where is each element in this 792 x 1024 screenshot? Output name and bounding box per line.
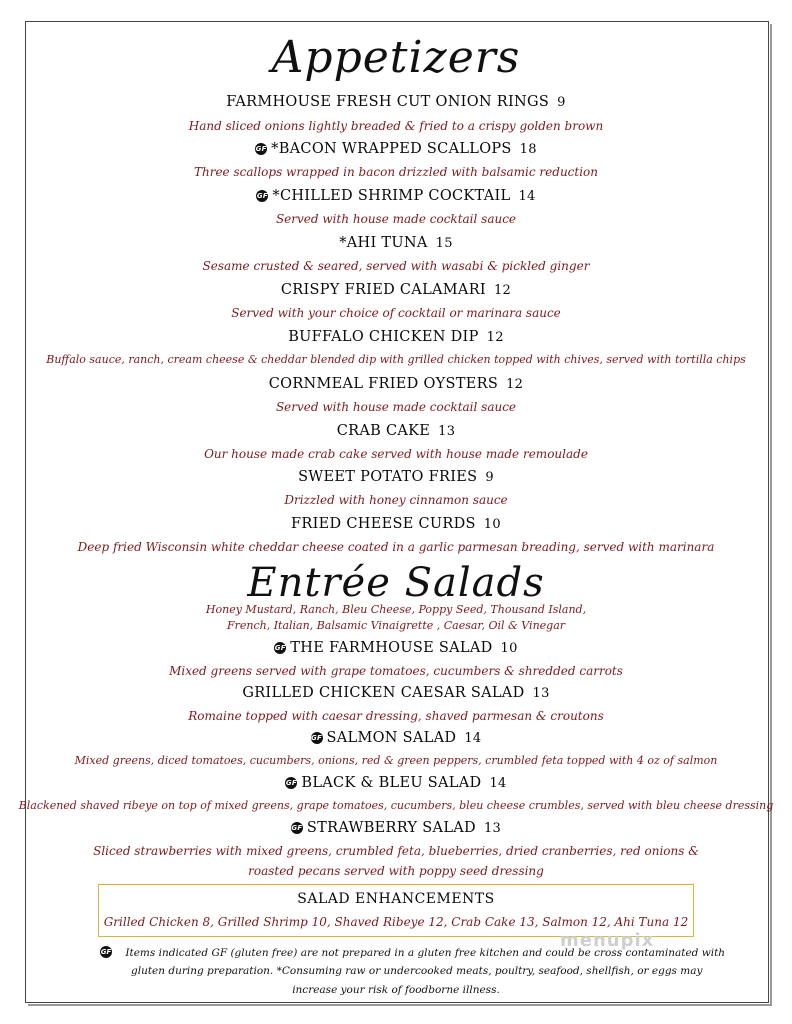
watermark-logo: menupix	[560, 930, 655, 951]
item-price: 14	[464, 731, 482, 746]
item-name: CRISPY FRIED CALAMARI	[280, 282, 486, 298]
menu-item	[0, 820, 792, 836]
item-price: 10	[500, 641, 518, 656]
gluten-free-icon: GF	[310, 734, 323, 742]
item-name: THE FARMHOUSE SALAD	[290, 640, 493, 656]
item-price: 9	[485, 470, 494, 485]
item-description: Blackened shaved ribeye on top of mixed greens, grape tomatoes, cucumbers, bleu cheese crumbles, served with bleu cheese dressing	[18, 799, 774, 812]
item-description: Served with your choice of cocktail or marinara sauce	[231, 306, 561, 320]
menu-item	[0, 376, 792, 392]
appetizers-heading: Appetizers	[271, 32, 521, 83]
item-name: BLACK & BLEU SALAD	[301, 775, 482, 791]
menu-item	[0, 329, 792, 345]
item-name: CRAB CAKE	[336, 423, 431, 439]
item-description: Mixed greens, diced tomatoes, cucumbers, onions, red & green peppers, crumbled feta topped with 4 oz of salmon	[74, 754, 718, 767]
menu-item	[0, 423, 792, 439]
gluten-free-icon: GF	[285, 779, 297, 787]
item-description: roasted pecans served with poppy seed dressing	[248, 864, 544, 878]
item-price: 10	[483, 517, 501, 532]
item-description: Served with house made cocktail sauce	[275, 400, 517, 414]
menu-item	[0, 730, 792, 746]
item-price: 12	[493, 283, 512, 298]
item-price: 13	[483, 821, 502, 836]
dressing-list: French, Italian, Balsamic Vinaigrette , Caesar, Oil & Vinegar	[226, 619, 566, 632]
item-price: 9	[557, 95, 566, 110]
item-description: Deep fried Wisconsin white cheddar cheese coated in a garlic parmesan breading, served with marinara	[77, 540, 715, 554]
enhancements-list: Grilled Chicken 8, Grilled Shrimp 10, Shaved Ribeye 12, Crab Cake 13, Salmon 12, Ahi Tuna 12	[103, 915, 689, 929]
salads-heading: Entrée Salads	[247, 560, 545, 606]
item-description: Served with house made cocktail sauce	[275, 212, 517, 226]
menu-item	[0, 685, 792, 701]
menu-item	[0, 141, 792, 157]
gluten-free-icon: GF	[100, 948, 112, 956]
item-description: Buffalo sauce, ranch, cream cheese & cheddar blended dip with grilled chicken topped with chives, served with tortilla chips	[46, 353, 746, 366]
footer-line: Items indicated GF (gluten free) are not prepared in a gluten free kitchen and could be cross contaminated with	[125, 947, 726, 959]
item-description: Drizzled with honey cinnamon sauce	[284, 493, 508, 507]
item-price: 13	[438, 424, 456, 439]
item-description: Sliced strawberries with mixed greens, crumbled feta, blueberries, dried cranberries, red onions &	[93, 844, 699, 858]
item-price: 14	[489, 776, 507, 791]
item-description: Sesame crusted & seared, served with wasabi & pickled ginger	[202, 259, 590, 273]
gluten-free-icon: GF	[255, 145, 267, 153]
menu-item	[0, 469, 792, 485]
item-price: 18	[519, 142, 537, 157]
menu-item	[0, 282, 792, 298]
item-name: SWEET POTATO FRIES	[298, 469, 478, 485]
item-name: STRAWBERRY SALAD	[306, 820, 476, 836]
item-description: Our house made crab cake served with house made remoulade	[204, 447, 588, 461]
item-name: *AHI TUNA	[339, 235, 428, 251]
item-price: 12	[506, 377, 524, 392]
footer-line: gluten during preparation. *Consuming raw or undercooked meats, poultry, seafood, shellfish, or eggs may	[131, 965, 703, 977]
item-name: *CHILLED SHRIMP COCKTAIL	[272, 188, 511, 204]
gluten-free-icon: GF	[291, 824, 303, 832]
gluten-free-icon: GF	[256, 192, 268, 200]
item-name: CORNMEAL FRIED OYSTERS	[268, 376, 499, 392]
enhancements-title: SALAD ENHANCEMENTS	[297, 891, 495, 907]
menu-item	[0, 640, 792, 656]
menu-item	[0, 188, 792, 204]
menu-item	[0, 235, 792, 251]
item-name: SALMON SALAD	[326, 730, 457, 746]
item-description: Three scallops wrapped in bacon drizzled with balsamic reduction	[193, 165, 599, 179]
item-description: Mixed greens served with grape tomatoes, cucumbers & shredded carrots	[169, 664, 623, 678]
item-price: 15	[435, 236, 453, 251]
footer-line: increase your risk of foodborne illness.	[292, 984, 500, 996]
menu-item	[0, 516, 792, 532]
menu-item	[0, 775, 792, 791]
item-name: *BACON WRAPPED SCALLOPS	[271, 141, 512, 157]
item-price: 13	[532, 686, 550, 701]
item-description: Hand sliced onions lightly breaded & fried to a crispy golden brown	[188, 119, 604, 133]
item-name: GRILLED CHICKEN CAESAR SALAD	[242, 685, 525, 701]
item-description: Romaine topped with caesar dressing, shaved parmesan & croutons	[188, 709, 604, 723]
dressing-list: Honey Mustard, Ranch, Bleu Cheese, Poppy Seed, Thousand Island,	[205, 603, 587, 616]
item-name: BUFFALO CHICKEN DIP	[288, 329, 479, 345]
menu-item	[0, 94, 792, 110]
item-name: FRIED CHEESE CURDS	[291, 516, 476, 532]
gluten-free-icon: GF	[274, 644, 286, 652]
item-price: 14	[518, 189, 536, 204]
item-price: 12	[486, 330, 504, 345]
item-name: FARMHOUSE FRESH CUT ONION RINGS	[226, 94, 550, 110]
